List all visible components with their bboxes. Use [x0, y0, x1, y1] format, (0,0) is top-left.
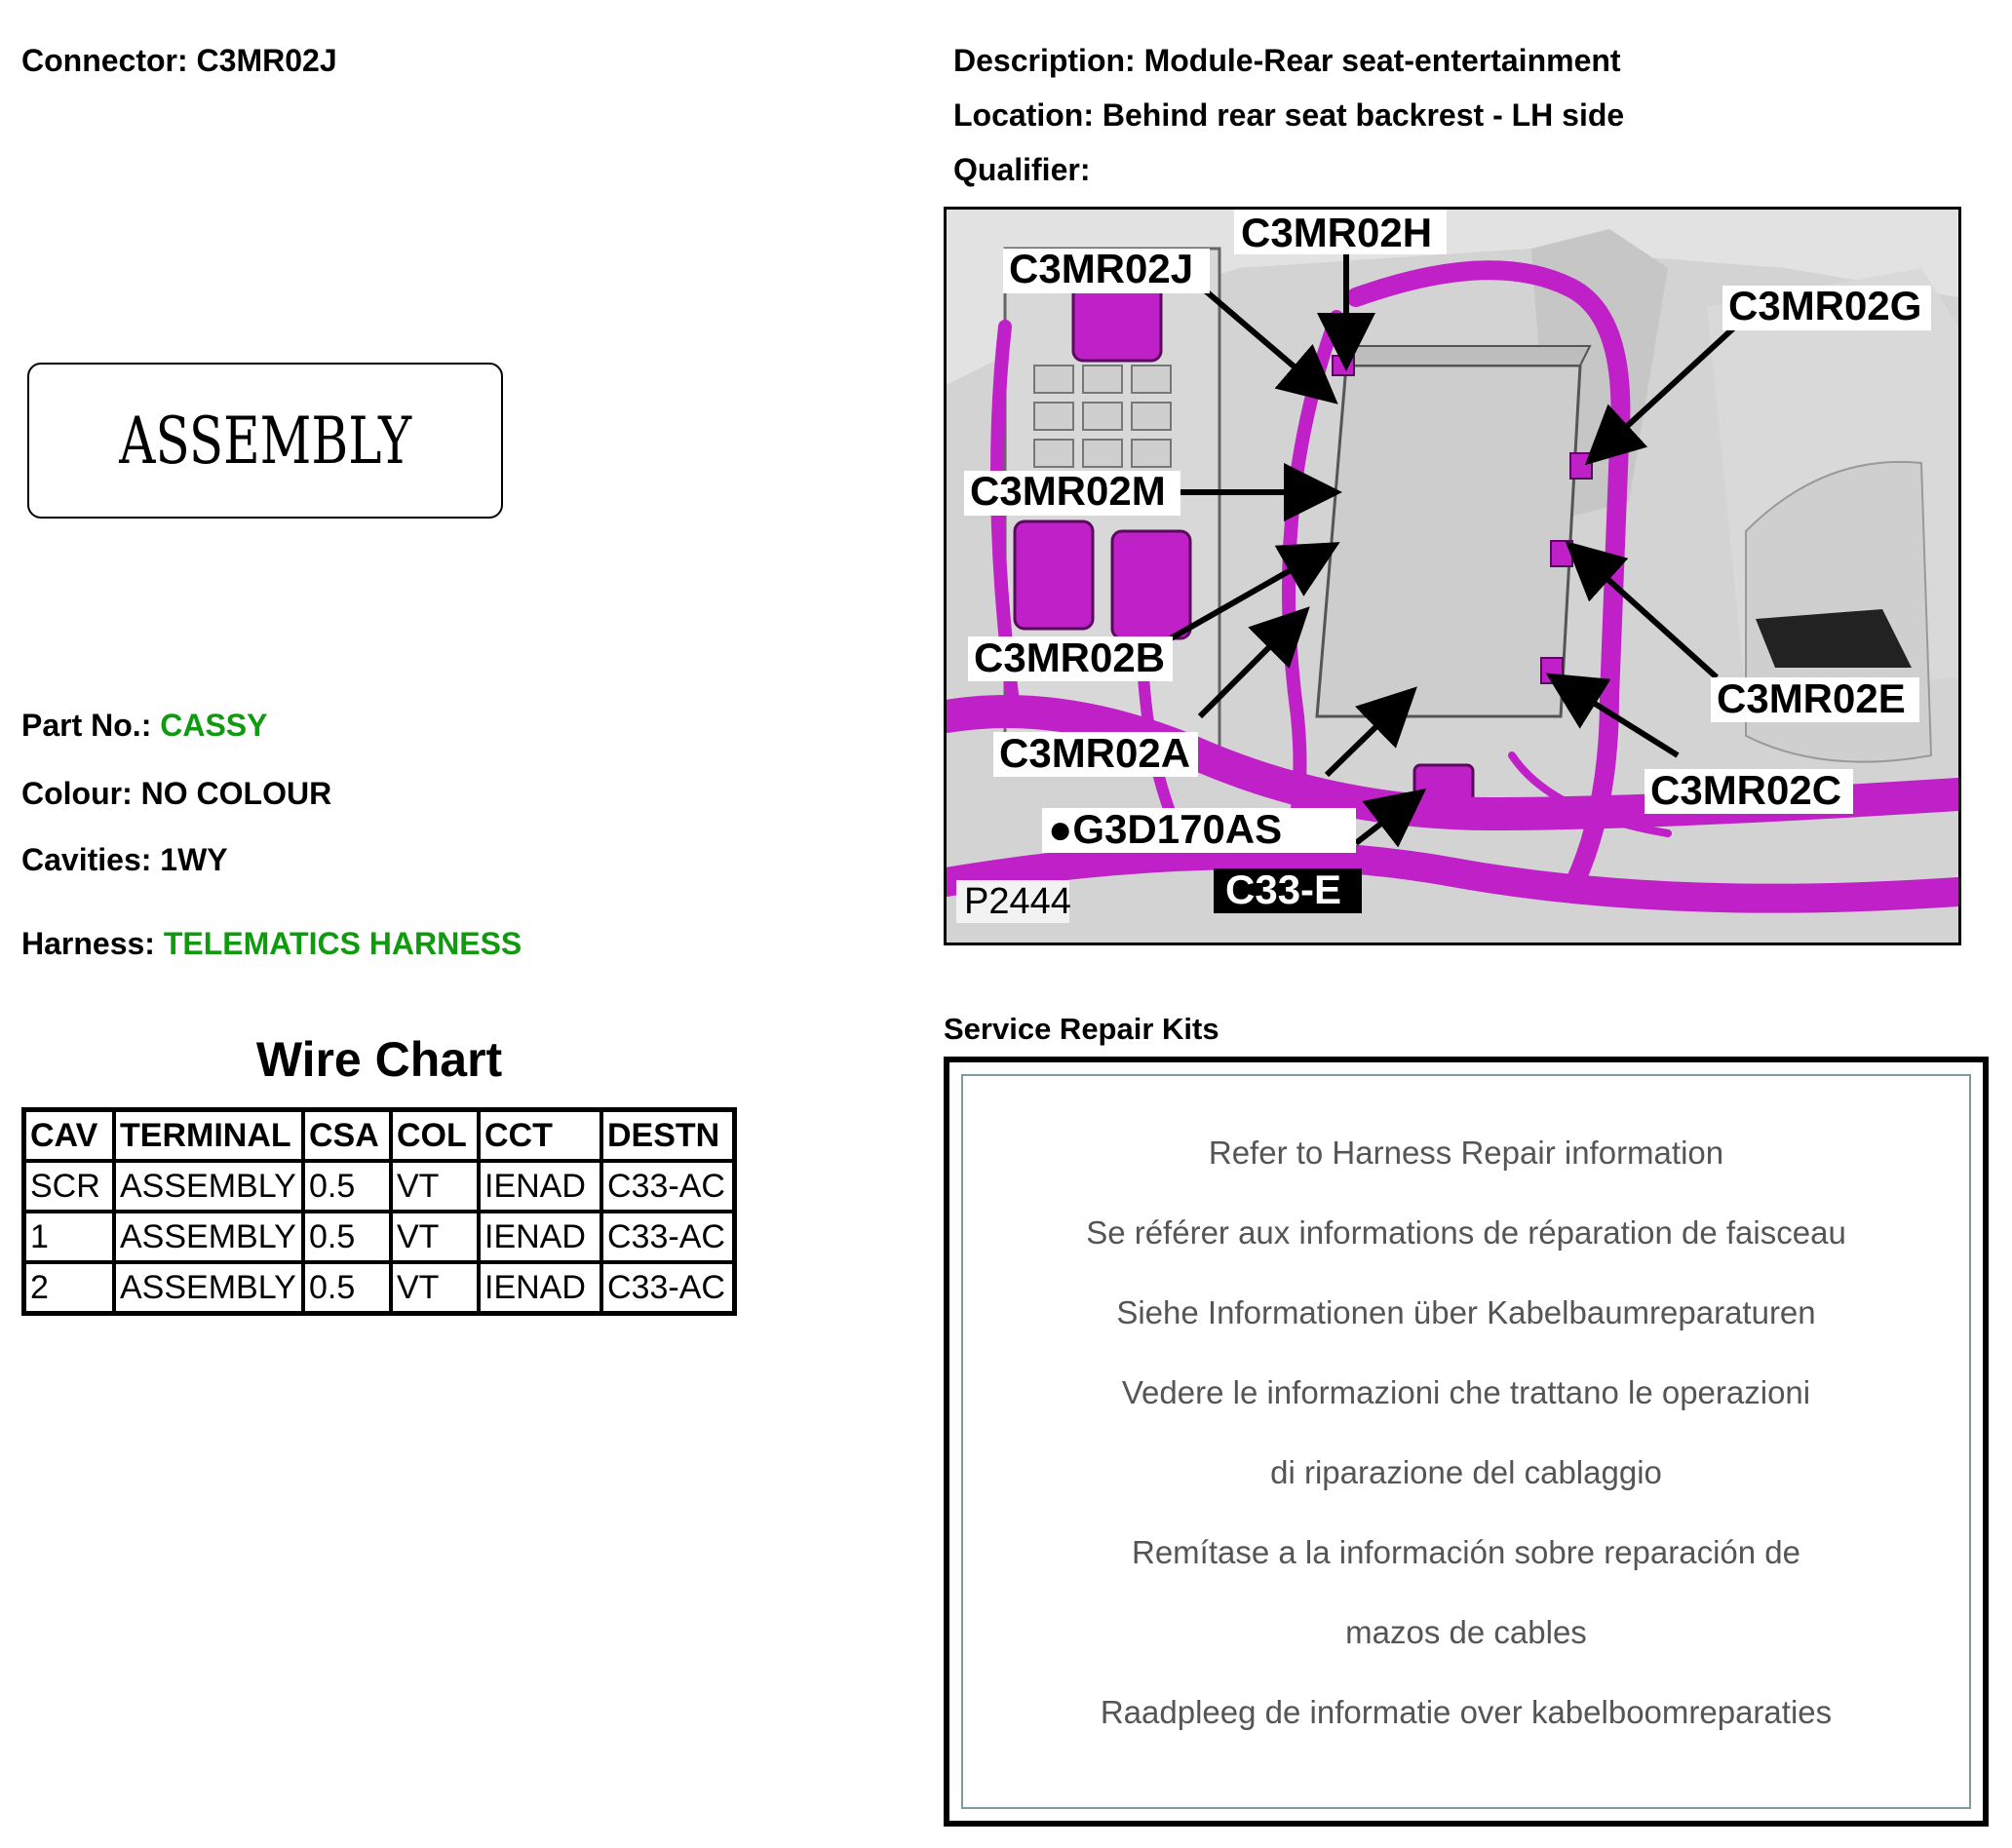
- kits-line-nl: Raadpleeg de informatie over kabelboomreparaties: [1100, 1694, 1833, 1730]
- kits-line-it-1: Vedere le informazioni che trattano le operazioni: [1121, 1374, 1811, 1410]
- colour-label: Colour:: [21, 776, 133, 811]
- cell-col: VT: [391, 1212, 479, 1262]
- header-destn: DESTN: [601, 1110, 735, 1162]
- cell-destn: C33-AC: [601, 1262, 735, 1314]
- cell-destn: C33-AC: [601, 1161, 735, 1212]
- table-row: [24, 1161, 735, 1212]
- kits-line-it-2: di riparazione del cablaggio: [1270, 1454, 1662, 1490]
- location-value: Behind rear seat backrest - LH side: [1102, 97, 1625, 133]
- wire-chart-header-row: [24, 1110, 735, 1162]
- service-repair-kits-heading: Service Repair Kits: [944, 1012, 1219, 1046]
- cell-destn: C33-AC: [601, 1212, 735, 1262]
- cell-cct: IENAD: [479, 1262, 601, 1314]
- wire-chart-title: Wire Chart: [255, 1032, 503, 1087]
- callout-c33-e: C33-E: [1225, 866, 1342, 912]
- callout-c3mr02m: C3MR02M: [970, 468, 1166, 514]
- cell-csa: 0.5: [303, 1161, 391, 1212]
- kits-line-es-2: mazos de cables: [1345, 1614, 1587, 1650]
- cell-cct: IENAD: [479, 1212, 601, 1262]
- part-no-field: [21, 708, 267, 744]
- kits-line-en: Refer to Harness Repair information: [1208, 1135, 1724, 1171]
- connector-field: [21, 43, 337, 79]
- qualifier-field: [953, 152, 1090, 188]
- callout-c3mr02g: C3MR02G: [1728, 283, 1922, 328]
- cell-csa: 0.5: [303, 1262, 391, 1314]
- kits-line-es-1: Remítase a la información sobre reparación de: [1131, 1534, 1801, 1570]
- cell-cav: 2: [24, 1262, 115, 1314]
- header-terminal: TERMINAL: [114, 1110, 303, 1162]
- connector-location-photo: [944, 207, 1961, 945]
- photo-id: P2444: [964, 881, 1071, 922]
- service-repair-kits-box: [944, 1057, 1989, 1827]
- callout-g3d170as: ●G3D170AS: [1048, 806, 1283, 852]
- cell-terminal: ASSEMBLY: [114, 1161, 303, 1212]
- cavities-label: Cavities:: [21, 842, 152, 877]
- cell-cct: IENAD: [479, 1161, 601, 1212]
- description-field: [953, 43, 1621, 79]
- cell-col: VT: [391, 1161, 479, 1212]
- callout-c3mr02j: C3MR02J: [1009, 246, 1194, 291]
- service-repair-kits-inner: [961, 1074, 1971, 1809]
- harness-field: [21, 926, 522, 962]
- location-label: Location:: [953, 97, 1094, 133]
- cell-cav: SCR: [24, 1161, 115, 1212]
- cell-terminal: ASSEMBLY: [114, 1262, 303, 1314]
- part-no-value: CASSY: [160, 708, 268, 743]
- callout-c3mr02h: C3MR02H: [1241, 210, 1433, 255]
- assembly-badge-text: ASSEMBLY: [119, 403, 411, 479]
- header-cct: CCT: [479, 1110, 601, 1162]
- description-label: Description:: [953, 43, 1136, 78]
- cell-cav: 1: [24, 1212, 115, 1262]
- location-field: [953, 97, 1624, 134]
- header-col: COL: [391, 1110, 479, 1162]
- colour-field: [21, 776, 331, 812]
- colour-value: NO COLOUR: [140, 776, 332, 811]
- connector-label: Connector:: [21, 43, 188, 78]
- table-row: [24, 1212, 735, 1262]
- assembly-badge: [27, 363, 503, 519]
- callout-c3mr02b: C3MR02B: [974, 635, 1166, 680]
- description-value: Module-Rear seat-entertainment: [1143, 43, 1621, 78]
- part-no-label: Part No.:: [21, 708, 152, 743]
- cell-col: VT: [391, 1262, 479, 1314]
- qualifier-label: Qualifier:: [953, 152, 1091, 187]
- photo-illustration: [947, 210, 1958, 943]
- kits-line-de: Siehe Informationen über Kabelbaumreparaturen: [1116, 1294, 1816, 1330]
- cell-csa: 0.5: [303, 1212, 391, 1262]
- harness-label: Harness:: [21, 926, 155, 961]
- cavities-field: [21, 842, 228, 878]
- connector-value: C3MR02J: [196, 43, 337, 78]
- wire-chart-table: [21, 1107, 737, 1316]
- callout-c3mr02c: C3MR02C: [1650, 767, 1842, 813]
- table-row: [24, 1262, 735, 1314]
- callout-c3mr02a: C3MR02A: [999, 730, 1191, 776]
- kits-line-fr: Se référer aux informations de réparation de faisceau: [1086, 1214, 1846, 1251]
- callout-c3mr02e: C3MR02E: [1717, 675, 1906, 721]
- harness-value: TELEMATICS HARNESS: [163, 926, 522, 961]
- cavities-value: 1WY: [160, 842, 228, 877]
- header-csa: CSA: [303, 1110, 391, 1162]
- cell-terminal: ASSEMBLY: [114, 1212, 303, 1262]
- header-cav: CAV: [24, 1110, 115, 1162]
